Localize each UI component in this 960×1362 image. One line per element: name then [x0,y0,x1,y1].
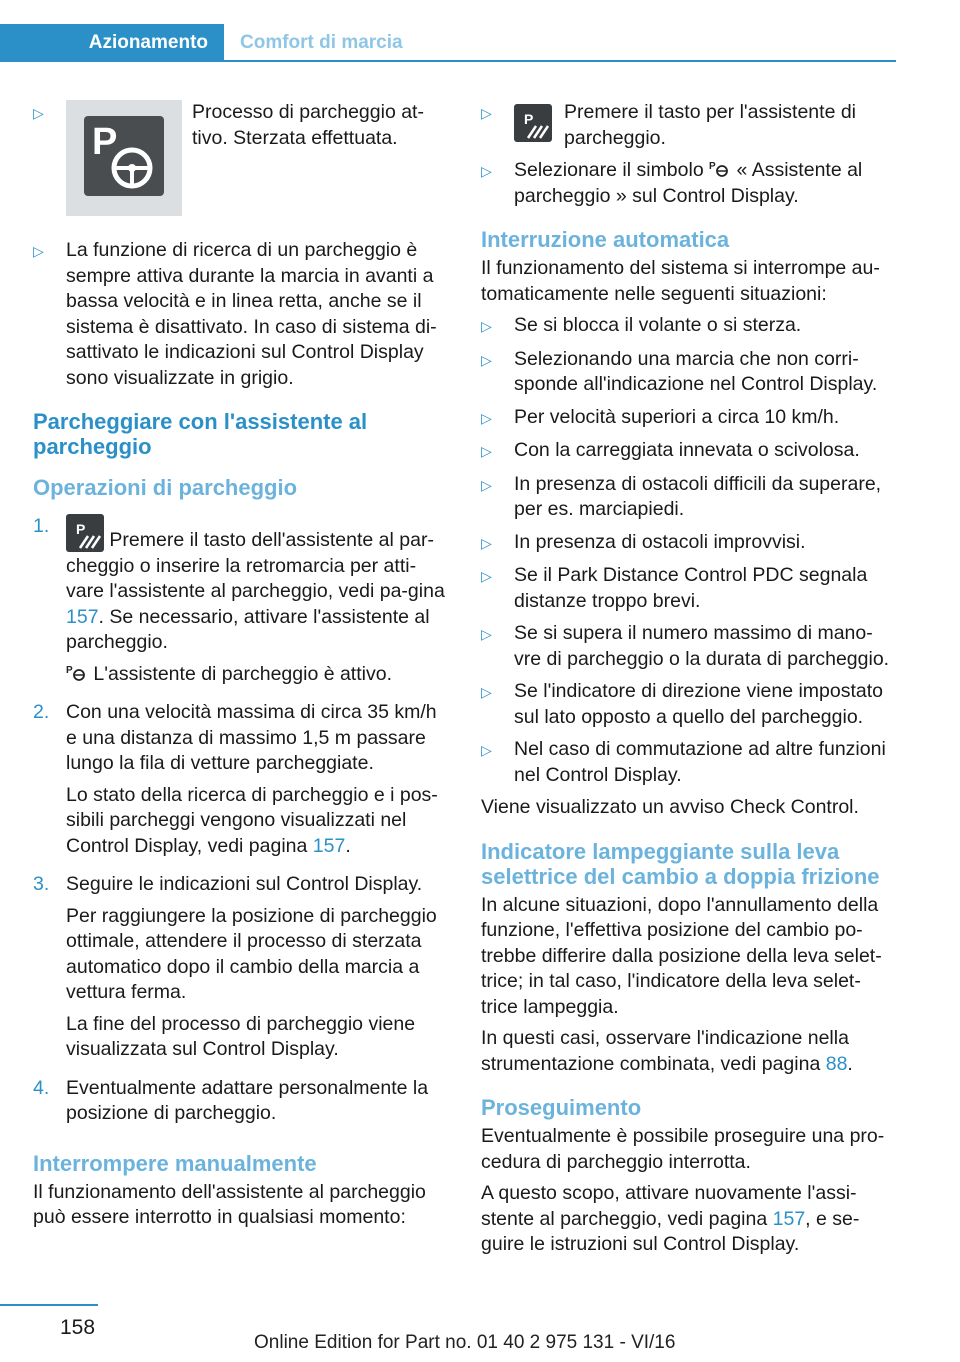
left-column [33,100,449,1237]
step-2: 2. Con una velocità massima di circa 35 km/h e una distanza di massimo 1,5 m passare lungo la fila di vetture parcheggiate. Lo stato della ricerca di parcheggio e i pos-sibili parcheggi vengono visualizzati nel Control Display, vedi pagina 157. [33,700,449,865]
page-link[interactable]: 157 [772,1207,806,1230]
section-tab-azionamento[interactable]: Azionamento [0,24,224,62]
subsection-heading: Operazioni di parcheggio [33,475,298,500]
paragraph: A questo scopo, attivare nuovamente l'assi-stente al parcheggio, vedi pagina 157, e se-guire le istruzioni sul Control Display. [481,1182,860,1255]
footer-divider [0,1304,98,1306]
list-item: ▷ Con la carreggiata innevata o scivolosa. [481,438,897,465]
step-subtext: L'assistente di parcheggio è attivo. [88,662,392,685]
page-link[interactable]: 157 [66,605,99,628]
list-item-text: Processo di parcheggio at-tivo. Sterzata effettuata. [192,101,424,149]
step-subtext: La fine del processo di parcheggio viene visualizzata sul Control Display. [66,1012,416,1060]
list-item [481,100,897,151]
list-item: ▷ Se si blocca il volante o si sterza. [481,313,897,340]
list-item [33,100,449,216]
edition-text: Online Edition for Part no. 01 40 2 975 131 - VI/16 [254,1332,676,1353]
subsection-heading: Interruzione automatica [481,227,730,252]
list-item-text: Selezionare il simbolo [514,159,710,181]
bullet-icon: ▷ [33,105,44,121]
bullet-icon: ▷ [481,626,492,642]
list-item: ▷ Nel caso di commutazione ad altre funzioni nel Control Display. [481,737,897,788]
step-text: Seguire le indicazioni sul Control Display. [66,873,423,895]
step-3 [33,872,449,1069]
step-text: Eventualmente adattare personalmente la posizione di parcheggio. [66,1076,429,1124]
svg-text:P: P [92,121,118,163]
svg-text:P: P [524,111,534,127]
list-item: ▷ Se il Park Distance Control PDC segnala distanze troppo brevi. [481,563,897,614]
section-tab-comfort[interactable]: Comfort di marcia [240,32,403,53]
bullet-icon: ▷ [481,163,492,179]
list-item: ▷ Selezionare il simbolo P « Assistente al parcheggio » sul Control Display. [481,158,897,209]
svg-text:P: P [76,521,86,537]
list-item [33,238,449,391]
section-heading: Parcheggiare con l'assistente al parcheggio [33,409,368,459]
bullet-icon: ▷ [481,351,492,368]
paragraph: Eventualmente è possibile proseguire una pro-cedura di parcheggio interrotta. [481,1125,885,1173]
bullet-icon: ▷ [481,105,492,121]
step-subtext: Lo stato della ricerca di parcheggio e i pos-sibili parcheggi vengono visualizzati nel Control Display, vedi pagina [66,783,438,857]
step-4 [33,1076,449,1133]
paragraph: In questi casi, osservare l'indicazione nella strumentazione combinata, vedi pagina 88. [481,1027,853,1075]
step-text: Con una velocità massima di circa 35 km/h e una distanza di massimo 1,5 m passare lungo la fila di vetture parcheggiate. [66,701,437,774]
svg-text:P: P [66,664,73,676]
step-number: 3. [33,873,50,895]
bullet-icon: ▷ [481,684,492,700]
page-link[interactable]: 157 [312,834,346,857]
page-header [0,0,960,64]
paragraph: In alcune situazioni, dopo l'annullamento della funzione, l'effettiva posizione del cambio po-trebbe differire dalla posizione della leva selet-trice; in tal caso, l'indicatore della leva selet-trice lampeggia. [481,893,882,1018]
bullet-icon: ▷ [481,568,492,584]
step-1: 1. P Premere il tasto dell'assistente al par-cheggio o inserire la retromarcia per atti-vare l'assistente al parcheggio, vedi pa-gina 157. Se necessario, attivare l'assistente al parcheggio. P L'assistente di parcheggio è attivo. [33,514,449,693]
step-number: 1. [33,515,50,537]
bullet-icon: ▷ [481,318,492,334]
subsection-heading: Proseguimento [481,1095,642,1120]
paragraph: Il funzionamento del sistema si interrompe au-tomaticamente nelle seguenti situazioni: [481,257,880,305]
list-item: ▷ Se si supera il numero massimo di mano-vre di parcheggio o la durata di parcheggio. [481,621,897,672]
list-item-text: La funzione di ricerca di un parcheggio è sempre attiva durante la marcia in avanti a bassa velocità e in linea retta, anche se il sistema è disattivato. In caso di sistema di-sattivato le indicazioni sul Control Display sono visualizzate in grigio. [66,239,437,389]
list-item-text: Premere il tasto per l'assistente di parcheggio. [564,101,857,149]
park-assist-symbol-icon [66,664,88,682]
bullet-icon: ▷ [481,534,492,551]
step-text: Premere il tasto dell'assistente al par-cheggio o inserire la retromarcia per atti-vare l'assistente al parcheggio, vedi pa-gina [66,529,445,602]
list-item: ▷ Se l'indicatore di direzione viene impostato sul lato opposto a quello del parcheggio. [481,679,897,730]
list-item: ▷ Per velocità superiori a circa 10 km/h. [481,405,897,432]
bullet-icon: ▷ [481,742,492,758]
parking-steering-icon [66,100,182,216]
subsection-heading: Interrompere manualmente [33,1150,317,1176]
subsection-heading: Indicatore lampeggiante sulla leva selettrice del cambio a doppia frizione [481,838,880,889]
paragraph: Viene visualizzato un avviso Check Control. [481,796,859,818]
bullet-icon: ▷ [481,443,492,459]
park-assist-symbol-icon [709,160,731,178]
list-item: ▷ In presenza di ostacoli difficili da superare, per es. marciapiedi. [481,472,897,523]
auto-interrupt-list [481,313,897,788]
paragraph: Il funzionamento dell'assistente al parcheggio può essere interrotto in qualsiasi momento: [33,1180,426,1228]
park-assist-key-icon [66,514,104,552]
step-number: 4. [33,1076,50,1099]
bullet-icon: ▷ [481,476,492,493]
header-divider [0,60,896,62]
svg-text:P: P [709,161,716,172]
step-subtext: Per raggiungere la posizione di parcheggio ottimale, attendere il processo di sterzata automatico dopo il cambio della marcia a vettura ferma. [66,904,437,1003]
page-link[interactable]: 88 [825,1052,848,1075]
bullet-icon: ▷ [481,409,492,426]
right-column [481,100,897,1264]
park-assist-key-icon [514,104,552,142]
step-number: 2. [33,701,50,723]
list-item: ▷ Selezionando una marcia che non corri-sponde all'indicazione nel Control Display. [481,347,897,398]
bullet-icon: ▷ [33,243,44,259]
list-item: ▷ In presenza di ostacoli improvvisi. [481,530,897,557]
page-number: 158 [60,1316,96,1339]
